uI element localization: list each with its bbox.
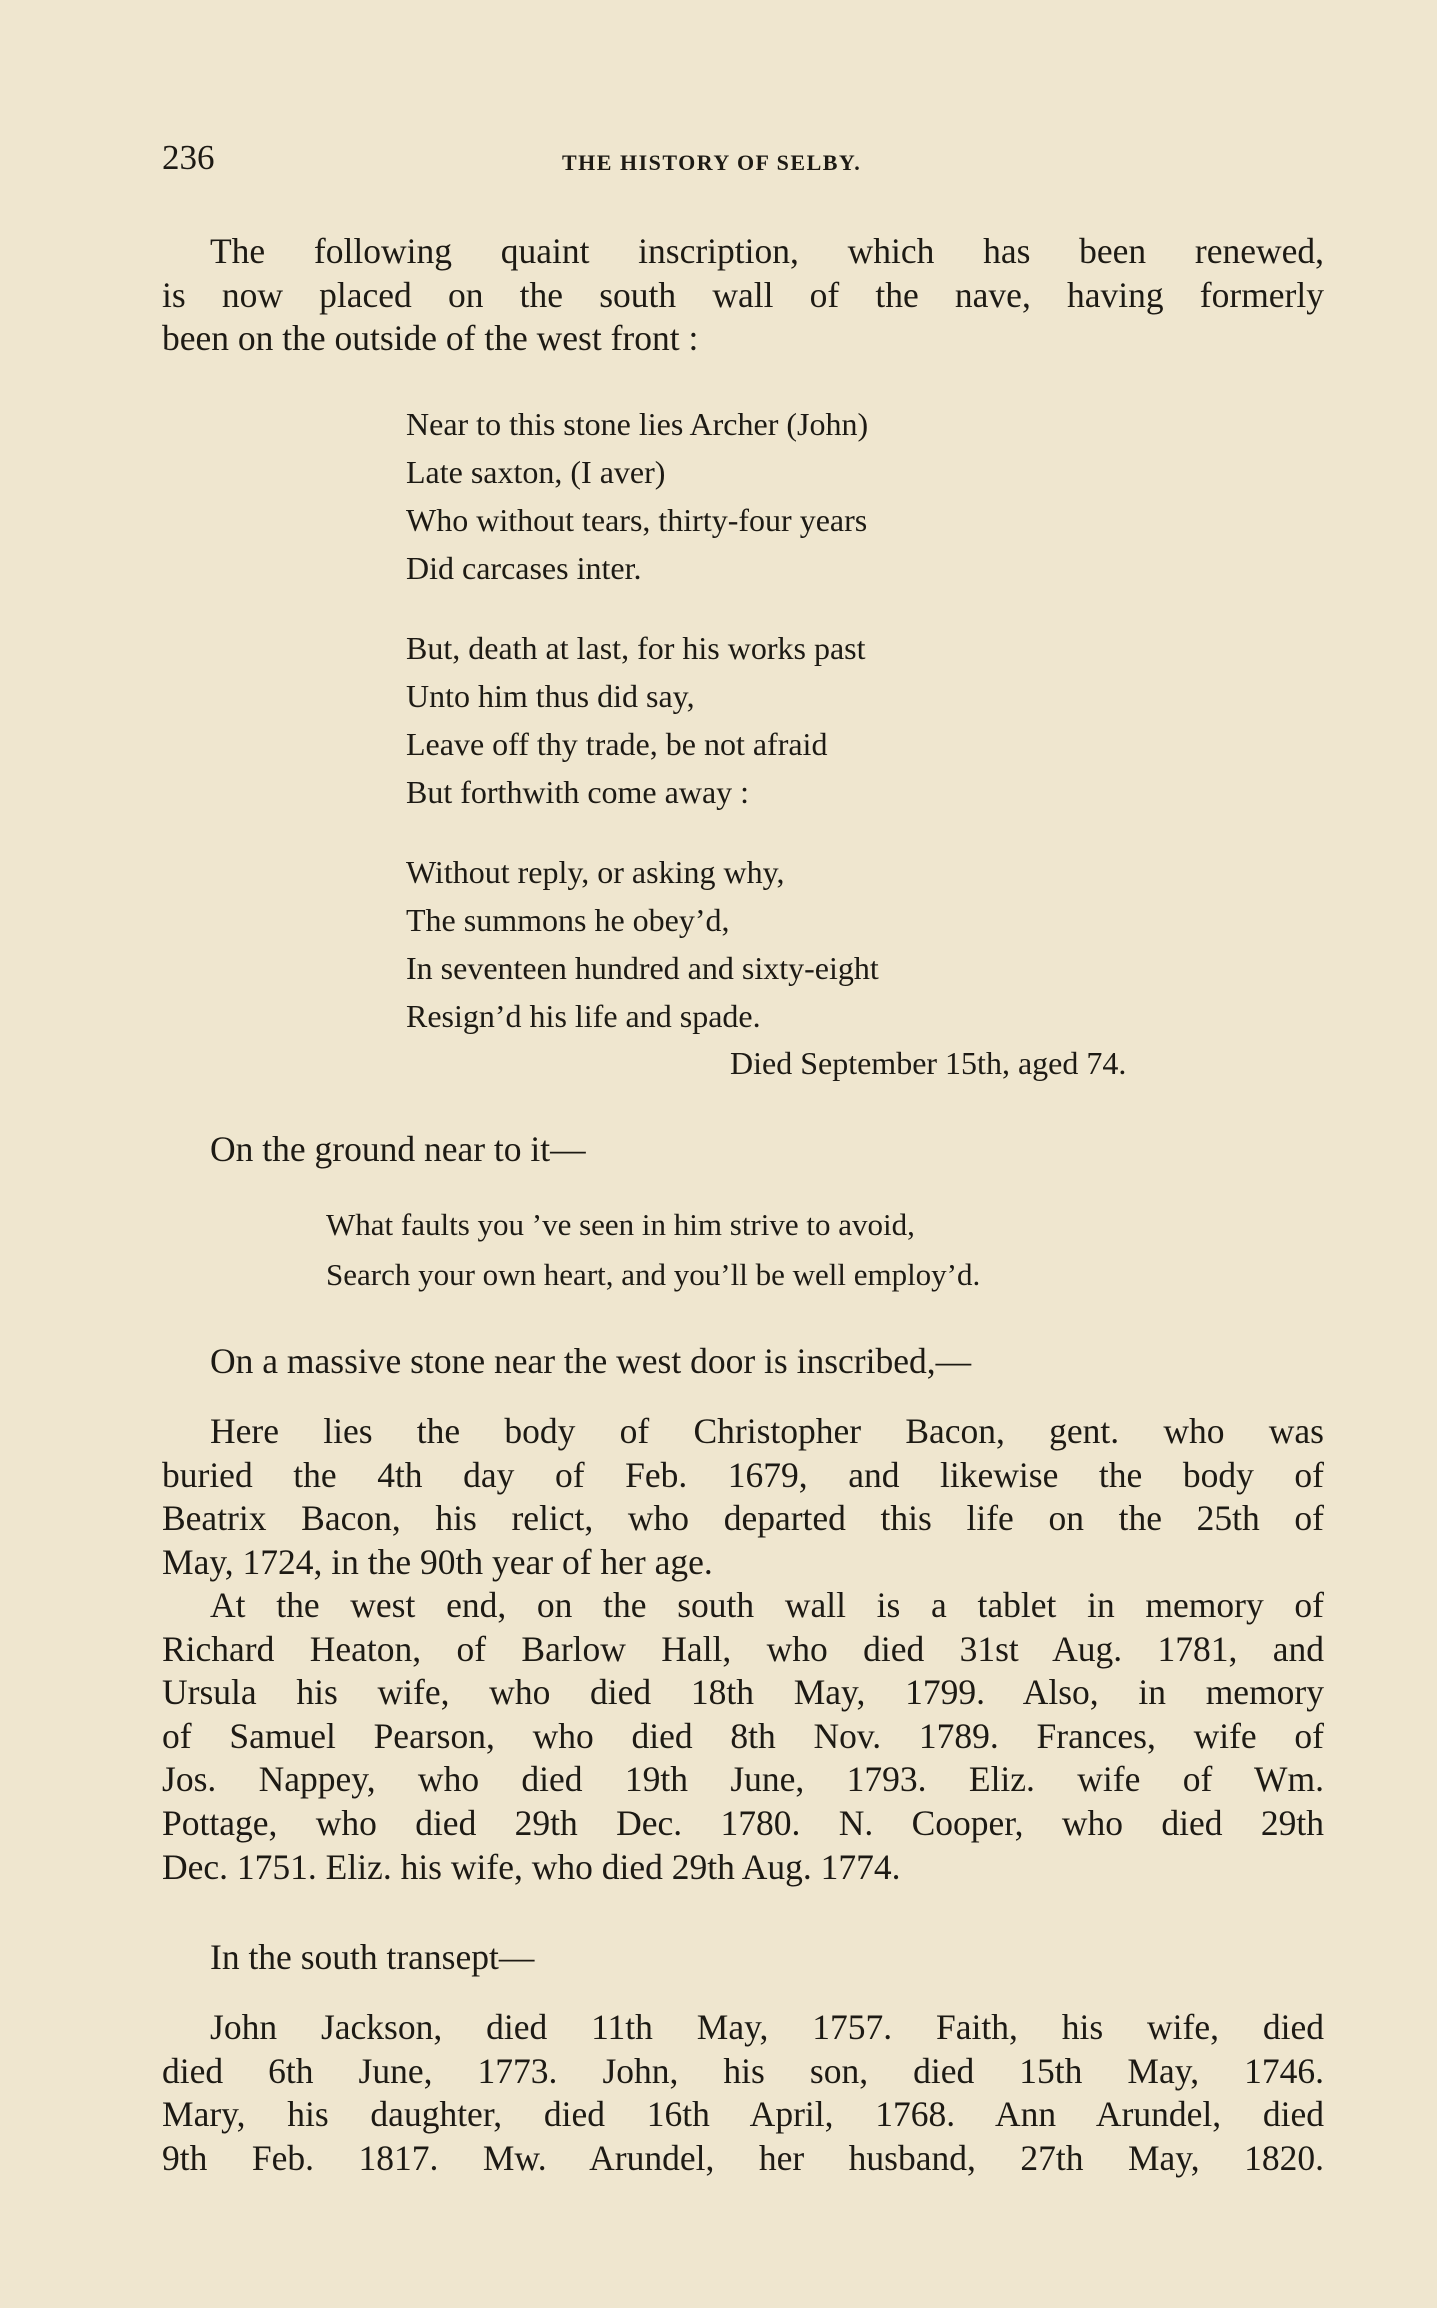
- verse-line: Unto him thus did say,: [406, 678, 695, 714]
- verse-line: Late saxton, (I aver): [406, 454, 666, 490]
- page-header: [162, 138, 1322, 178]
- verse-line: But forthwith come away :: [406, 774, 750, 810]
- text-line: At the west end, on the south wall is a tablet in memory of: [210, 1585, 1324, 1625]
- text-line: Dec. 1751. Eliz. his wife, who died 29th Aug. 1774.: [162, 1846, 901, 1887]
- verse-line: The summons he obey’d,: [406, 902, 730, 938]
- verse-line: Without reply, or asking why,: [406, 854, 785, 890]
- text-line: May, 1724, in the 90th year of her age.: [162, 1541, 713, 1582]
- verse-line: In seventeen hundred and sixty-eight: [406, 950, 879, 986]
- text-line: been on the outside of the west front :: [162, 318, 699, 359]
- text-line: Jos. Nappey, who died 19th June, 1793. Eliz. wife of Wm.: [162, 1759, 1324, 1800]
- verse-line: Search your own heart, and you’ll be well employ’d.: [326, 1257, 981, 1292]
- text-line: Pottage, who died 29th Dec. 1780. N. Cooper, who died 29th: [162, 1802, 1324, 1843]
- text-line: Here lies the body of Christopher Bacon, gent. who was: [210, 1411, 1324, 1451]
- verse-line: Did carcases inter.: [406, 550, 642, 586]
- page-number: 236: [162, 138, 215, 177]
- text-line: buried the 4th day of Feb. 1679, and likewise the body of: [162, 1454, 1324, 1495]
- verse-line: But, death at last, for his works past: [406, 630, 866, 666]
- running-title: THE HISTORY OF SELBY.: [562, 150, 862, 175]
- verse-line: Near to this stone lies Archer (John): [406, 406, 869, 442]
- archer-epitaph-verse: [406, 400, 879, 1040]
- transept-intro: In the south transept—: [210, 1937, 535, 1977]
- text-line: is now placed on the south wall of the nave, having formerly: [162, 274, 1324, 315]
- text-line: John Jackson, died 11th May, 1757. Faith, his wife, died: [210, 2007, 1324, 2047]
- west-end-paragraph: [162, 1584, 1324, 1889]
- bacon-paragraph: [162, 1410, 1324, 1584]
- text-line: 9th Feb. 1817. Mw. Arundel, her husband, 27th May, 1820.: [162, 2137, 1324, 2178]
- ground-intro: On the ground near to it—: [210, 1129, 586, 1169]
- text-line: Mary, his daughter, died 16th April, 1768. Ann Arundel, died: [162, 2094, 1324, 2135]
- jackson-paragraph: [162, 2006, 1324, 2180]
- text-line: of Samuel Pearson, who died 8th Nov. 1789. Frances, wife of: [162, 1715, 1324, 1756]
- verse-line: Leave off thy trade, be not afraid: [406, 726, 828, 762]
- text-line: died 6th June, 1773. John, his son, died 15th May, 1746.: [162, 2050, 1324, 2091]
- verse-attribution: Died September 15th, aged 74.: [730, 1045, 1127, 1081]
- text-line: Richard Heaton, of Barlow Hall, who died 31st Aug. 1781, and: [162, 1628, 1324, 1669]
- text-line: Beatrix Bacon, his relict, who departed this life on the 25th of: [162, 1498, 1324, 1539]
- text-line: The following quaint inscription, which has been renewed,: [210, 231, 1324, 271]
- text-line: Ursula his wife, who died 18th May, 1799. Also, in memory: [162, 1672, 1324, 1713]
- intro-paragraph: [162, 230, 1324, 361]
- verse-line: Resign’d his life and spade.: [406, 998, 761, 1034]
- ground-verse: [326, 1200, 980, 1300]
- verse-line: What faults you ’ve seen in him strive to avoid,: [326, 1207, 915, 1242]
- verse-line: Who without tears, thirty-four years: [406, 502, 868, 538]
- massive-stone-intro: On a massive stone near the west door is inscribed,—: [210, 1341, 972, 1381]
